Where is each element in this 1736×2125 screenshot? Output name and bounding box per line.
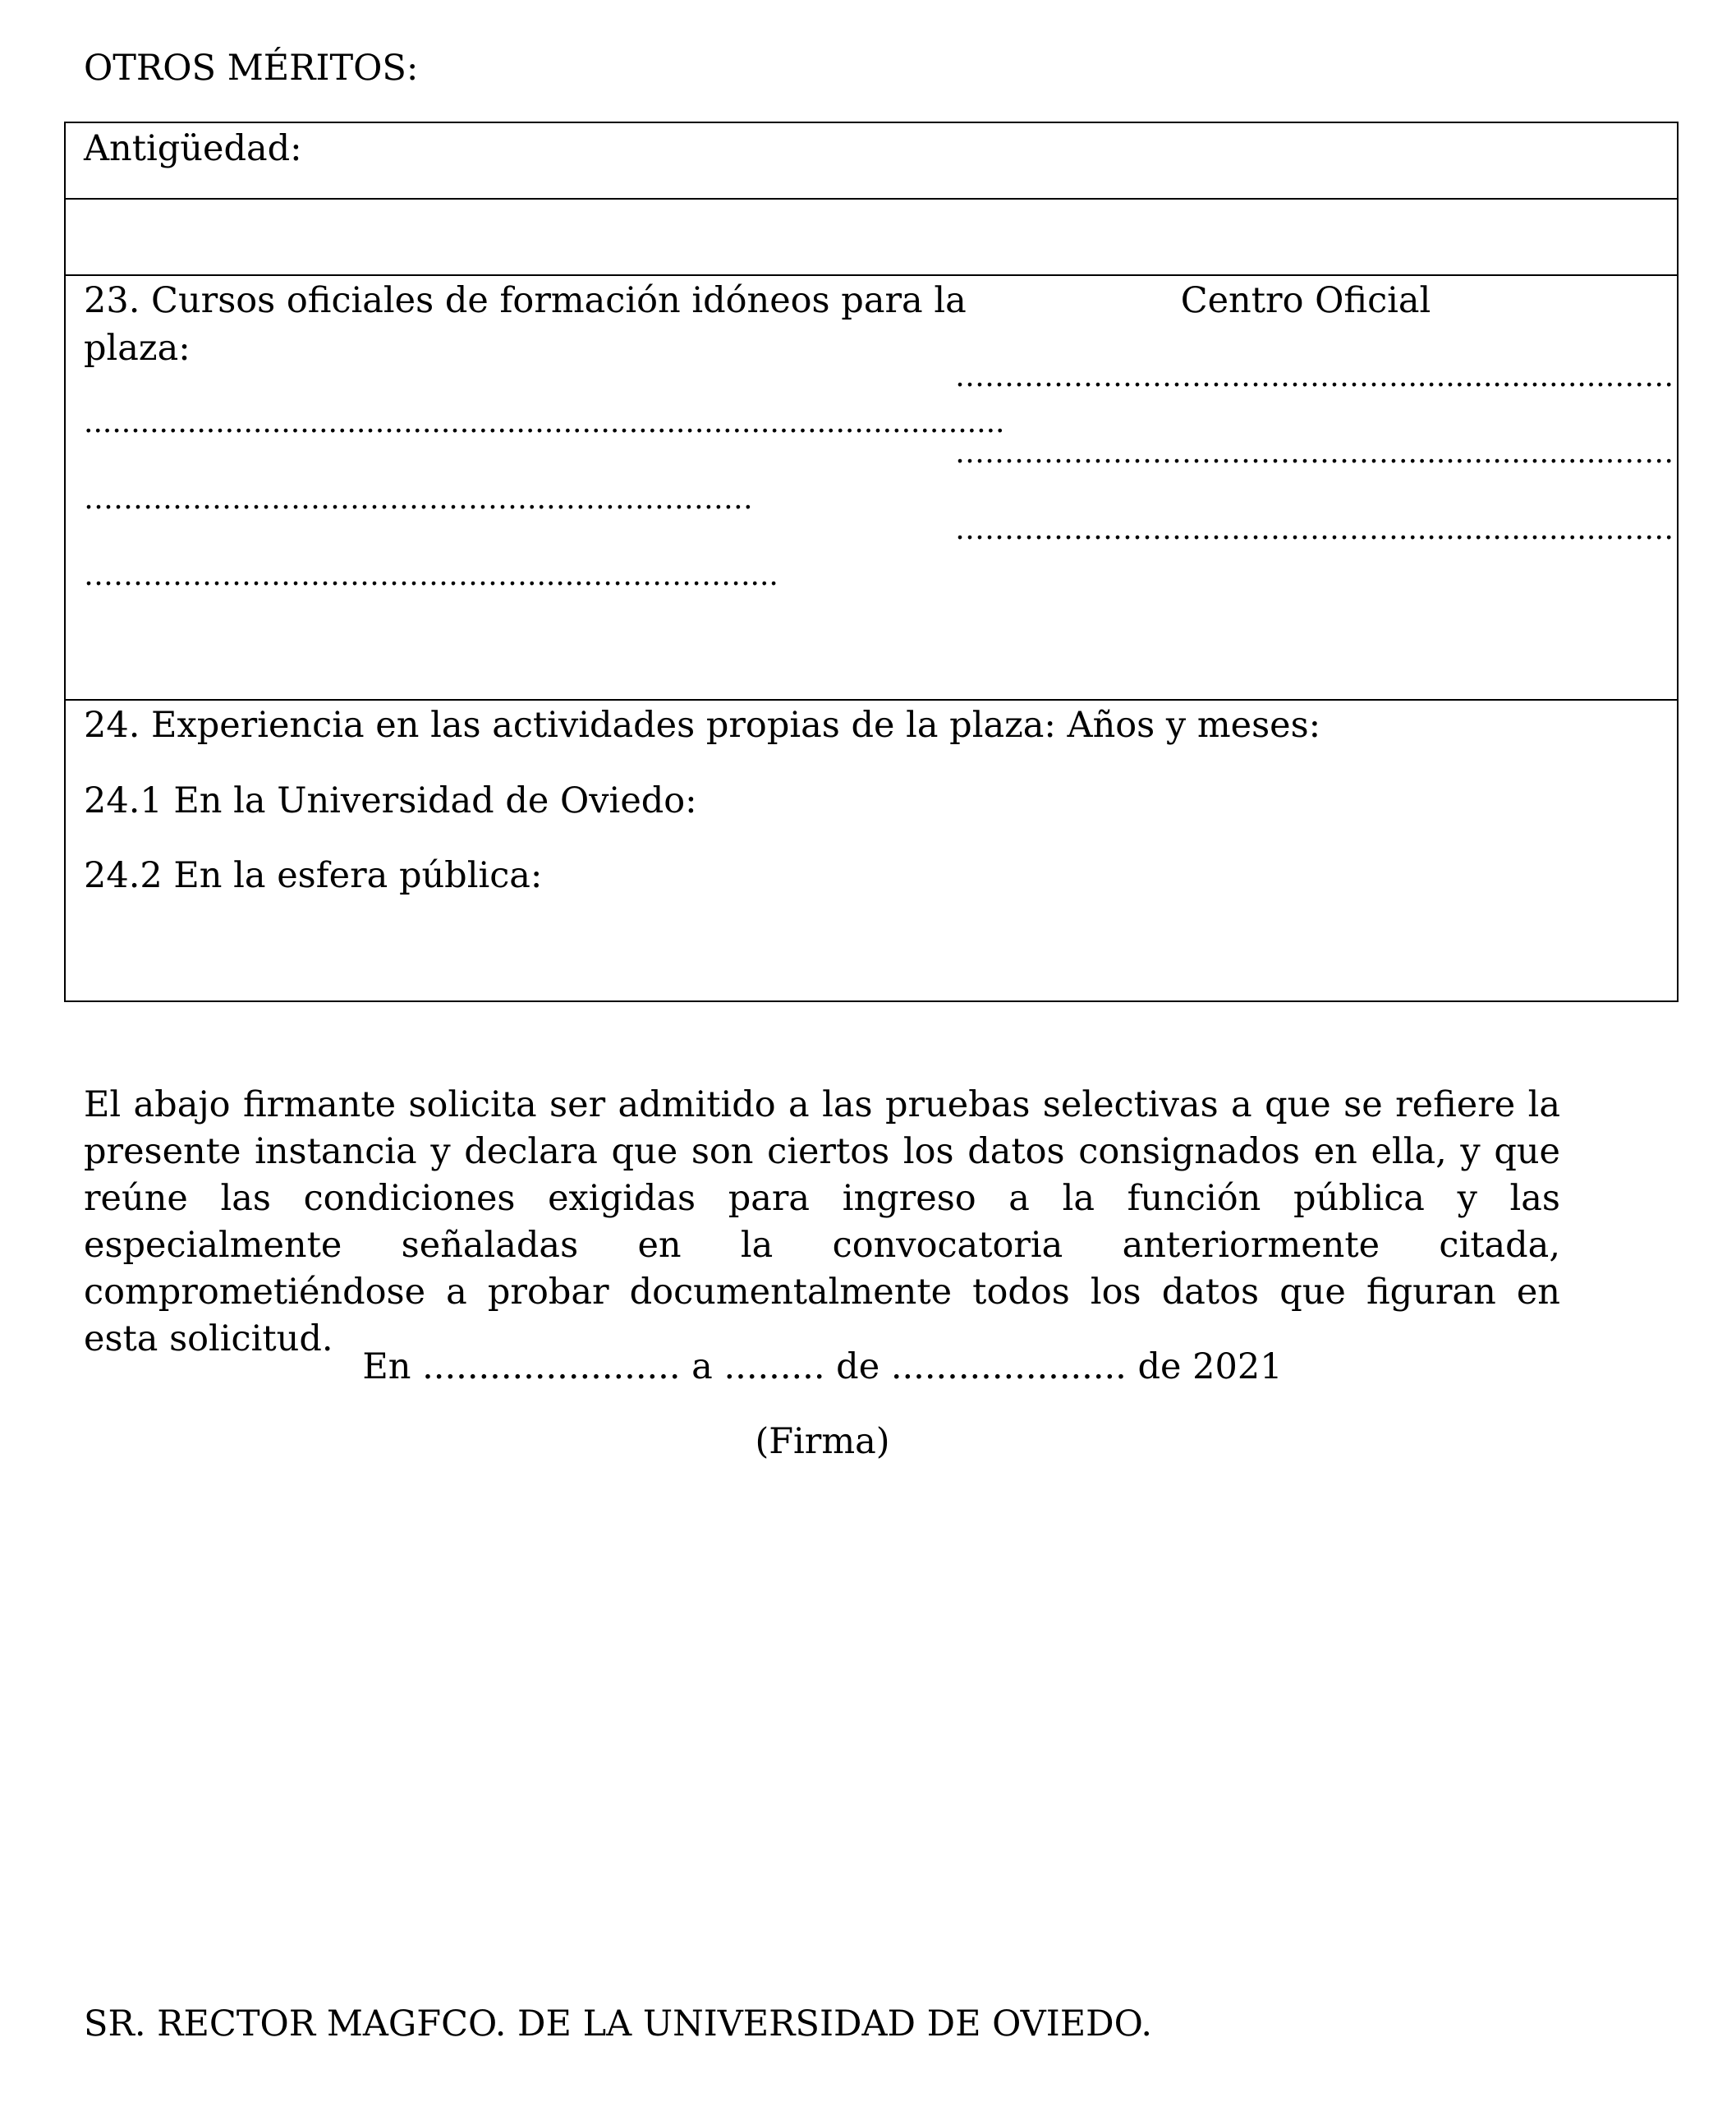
experience-university: 24.1 En la Universidad de Oviedo: (84, 780, 697, 821)
experience-public-sector: 24.2 En la esfera pública: (84, 855, 543, 896)
table-border-bottom (64, 1000, 1679, 1002)
antiguedad-label: Antigüedad: (84, 128, 302, 169)
signature-label: (Firma) (755, 1421, 890, 1462)
table-border-right (1677, 122, 1679, 1002)
center-line-1: ……………………………………….......................…… (955, 360, 1674, 393)
courses-label-line1: 23. Cursos oficiales de formación idóneos para la (84, 280, 967, 321)
table-divider-1 (64, 198, 1679, 200)
center-header: Centro Oficial (1180, 280, 1431, 321)
place-date-line: En ....................... a ......... de ..................... de 2021 (362, 1346, 1283, 1387)
table-border-top (64, 122, 1679, 123)
table-divider-2 (64, 274, 1679, 276)
courses-label-line2: plaza: (84, 328, 191, 369)
experience-title: 24. Experiencia en las actividades propias de la plaza: Años y meses: (84, 705, 1321, 746)
table-divider-3 (64, 699, 1679, 701)
center-line-3: ……………………………………….......................…… (955, 513, 1674, 546)
center-line-2: ……………………………………….......................…… (955, 436, 1674, 470)
course-line-1: .................................................................................................. (84, 406, 1005, 439)
table-border-left (64, 122, 66, 1002)
course-line-2: ………………………………………..………………… (84, 482, 753, 516)
section-title: OTROS MÉRITOS: (84, 48, 419, 89)
recipient: SR. RECTOR MAGFCO. DE LA UNIVERSIDAD DE OVIEDO. (84, 2003, 1152, 2045)
declaration-paragraph: El abajo firmante solicita ser admitido a las pruebas selectivas a que se refiere la presente instancia y declara que son ciertos los datos consignados en ella, y que reúne las condiciones exigidas para ingreso a la función pública y las especialmente señaladas en la convocatoria anteriormente citada, comprometiéndose a probar documentalmente todos los datos que figuran en esta solicitud. (84, 1084, 1560, 1359)
course-line-3: ……………………………………….......…………….... (84, 559, 778, 592)
